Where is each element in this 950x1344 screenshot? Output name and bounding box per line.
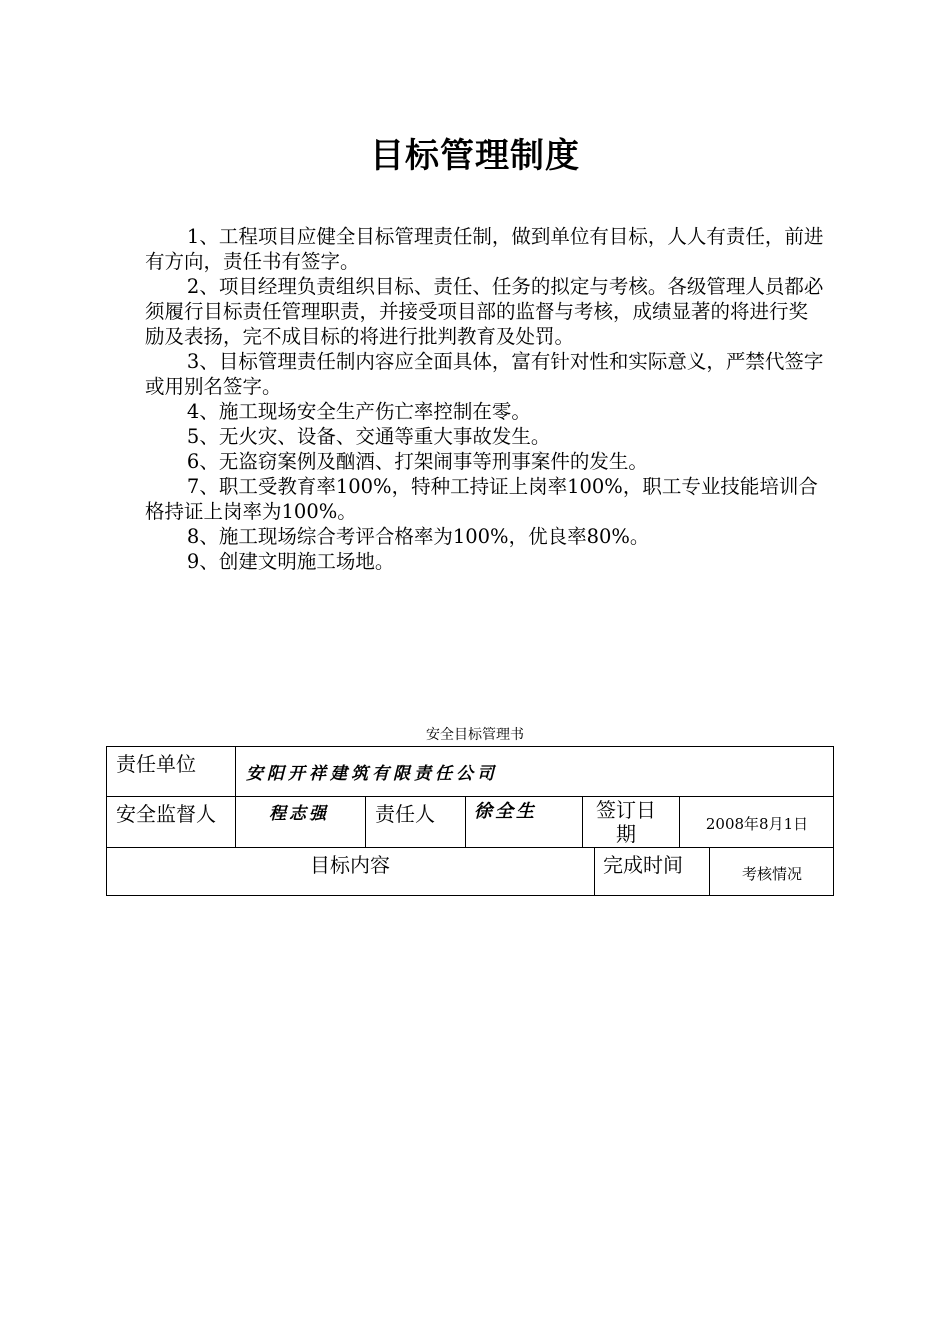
- paragraph-2: 2、项目经理负责组织目标、责任、任务的拟定与考核。各级管理人员都必须履行目标责任管理职责，并接受项目部的监督与考核，成绩显著的将进行奖励及表扬，完不成目标的将进行批判教育及处罚。: [145, 275, 824, 348]
- document-title: 目标管理制度: [370, 136, 580, 176]
- row-divider: [106, 796, 834, 797]
- sign-date-label: 签订日期: [596, 798, 656, 846]
- col-divider: [594, 847, 595, 896]
- document-body: [145, 224, 825, 574]
- unit-value: 安阳开祥建筑有限责任公司: [246, 764, 498, 784]
- paragraph-6: 6、无盗窃案例及酗酒、打架闹事等刑事案件的发生。: [186, 450, 648, 473]
- supervisor-label: 安全监督人: [116, 802, 216, 826]
- review-label: 考核情况: [741, 865, 802, 883]
- content-label: 目标内容: [310, 853, 390, 877]
- paragraph-9: 9、创建文明施工场地。: [186, 550, 395, 573]
- paragraph-7: 7、职工受教育率100%，特种工持证上岗率100%，职工专业技能培训合格持证上岗率为100%。: [145, 475, 818, 523]
- unit-label: 责任单位: [116, 752, 196, 776]
- paragraph-1: 1、工程项目应健全目标管理责任制，做到单位有目标，人人有责任，前进有方向，责任书有签字。: [145, 225, 824, 273]
- paragraph-4: 4、施工现场安全生产伤亡率控制在零。: [186, 400, 531, 423]
- complete-time-label: 完成时间: [603, 853, 683, 877]
- paragraph-5: 5、无火灾、设备、交通等重大事故发生。: [186, 425, 551, 448]
- supervisor-signature: 程志强: [269, 804, 329, 824]
- table-caption: 安全目标管理书: [426, 727, 524, 743]
- responsible-label: 责任人: [375, 802, 435, 826]
- sign-date-value: 2008年8月1日: [705, 815, 809, 833]
- responsibility-table: [106, 746, 834, 896]
- col-divider: [365, 796, 366, 847]
- col-divider: [582, 796, 583, 847]
- responsible-signature: 徐全生: [474, 801, 537, 822]
- paragraph-8: 8、施工现场综合考评合格率为100%，优良率80%。: [186, 525, 650, 548]
- row-divider: [106, 847, 834, 848]
- col-divider: [465, 796, 466, 847]
- paragraph-3: 3、目标管理责任制内容应全面具体，富有针对性和实际意义，严禁代签字或用别名签字。: [145, 350, 824, 398]
- col-divider: [235, 746, 236, 847]
